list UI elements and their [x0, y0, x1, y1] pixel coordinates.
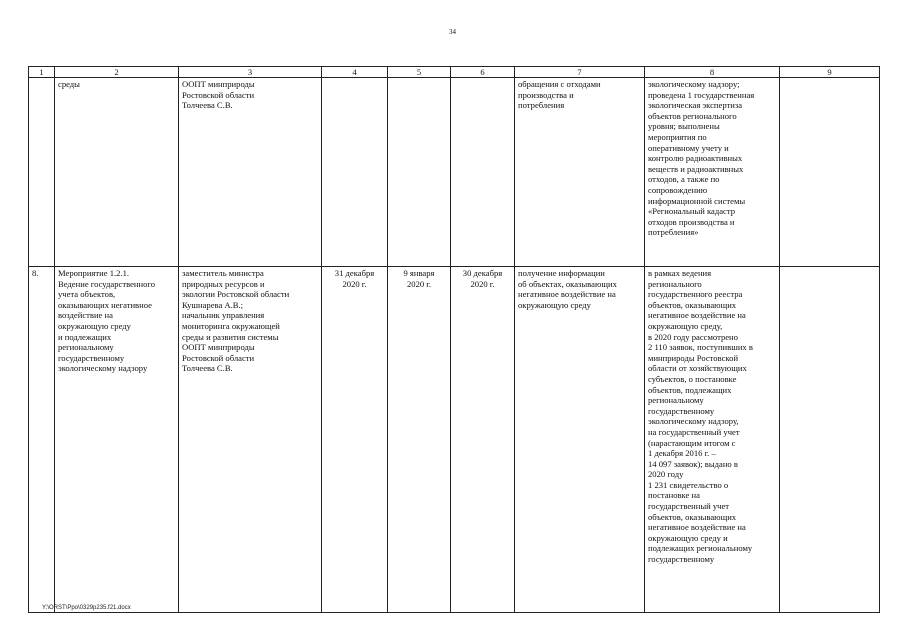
note-cell [780, 267, 880, 613]
header-cell: 3 [179, 67, 322, 78]
actual-result-cell: экологическому надзору; проведена 1 государственная экологическая экспертиза объектов регионального уровня; выполнены мероприятия по оперативному учету и контролю радиоактивных веществ и радиоактивных отходов, а также по сопровождению информационной системы «Региональный кадастр отходов производства и потребления» [645, 78, 780, 267]
header-cell: 1 [29, 67, 55, 78]
header-cell: 9 [780, 67, 880, 78]
responsible-cell: ООПТ минприроды Ростовской области Толчеева С.В. [179, 78, 322, 267]
report-table [28, 66, 880, 613]
row-number-cell: 8. [29, 267, 55, 613]
start-date-cell [388, 78, 451, 267]
header-cell: 6 [451, 67, 515, 78]
page-number: 34 [449, 28, 456, 36]
activity-cell: Мероприятие 1.2.1. Ведение государственного учета объектов, оказывающих негативное воздействие на окружающую среду и подлежащих региональному государственному экологическому надзору [55, 267, 179, 613]
actual-result-cell: в рамках ведения регионального государственного реестра объектов, оказывающих негативное воздействие на окружающую среду, в 2020 году рассмотрено 2 110 заявок, поступивших в минприроды Ростовской области от хозяйствующих субъектов, о постановке объектов, подлежащих региональному государственному экологическому надзору, на государственный учет (нарастающим итогом с 1 декабря 2016 г. – 14 097 заявок); выдано в 2020 году 1 231 свидетельство о постановке на государственный учет объектов, оказывающих негативное воздействие на окружающую среду и подлежащих региональному государственному [645, 267, 780, 613]
table-header-row [29, 67, 880, 78]
expected-result-cell: получение информации об объектах, оказывающих негативное воздействие на окружающую среду [515, 267, 645, 613]
header-cell: 5 [388, 67, 451, 78]
file-path-footer: Y:\ORST\Ppo\0329p235.f21.docx [42, 605, 131, 611]
start-date-cell: 9 января 2020 г. [388, 267, 451, 613]
end-date-cell [451, 78, 515, 267]
table-row [29, 78, 880, 267]
activity-cell: среды [55, 78, 179, 267]
header-cell: 7 [515, 67, 645, 78]
date-cell [322, 78, 388, 267]
responsible-cell: заместитель министра природных ресурсов и экологии Ростовской области Кушнарева А.В.; начальник управления мониторинга окружающей среды и развития системы ООПТ минприроды Ростовской области Толчеева С.В. [179, 267, 322, 613]
date-cell: 31 декабря 2020 г. [322, 267, 388, 613]
header-cell: 2 [55, 67, 179, 78]
note-cell [780, 78, 880, 267]
table-row [29, 267, 880, 613]
header-cell: 4 [322, 67, 388, 78]
row-number-cell [29, 78, 55, 267]
expected-result-cell: обращения с отходами производства и потребления [515, 78, 645, 267]
end-date-cell: 30 декабря 2020 г. [451, 267, 515, 613]
header-cell: 8 [645, 67, 780, 78]
